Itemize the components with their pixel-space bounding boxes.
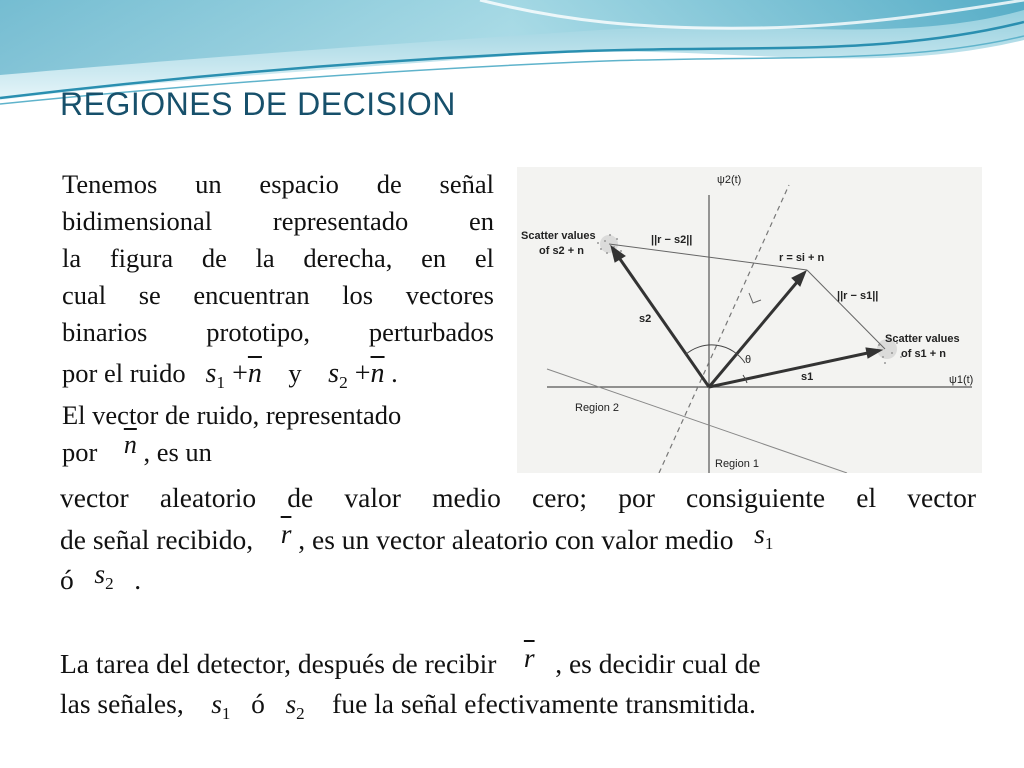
slide-title: REGIONES DE DECISION	[60, 86, 456, 122]
r-vector-label: r = si + n	[779, 252, 825, 264]
intro-line-6	[62, 358, 398, 393]
task-line-2-end: fue la señal efectivamente transmitida.	[332, 688, 756, 719]
intro-end-dot: .	[391, 358, 398, 388]
noise-line-1: El vector de ruido, representado	[62, 400, 402, 430]
y-connector: y	[288, 358, 302, 388]
scatter-s1-label-2: of s1 + n	[901, 348, 946, 360]
scatter-s2-label-2: of s2 + n	[539, 245, 584, 257]
intro-line-1: Tenemos un espacio de señal	[62, 169, 494, 199]
task-line-1-end: , es decidir cual de	[555, 648, 761, 679]
body-line-2-start: de señal recibido,	[60, 524, 254, 555]
region2-label: Region 2	[575, 402, 620, 414]
scatter-s2-label-1: Scatter values	[521, 230, 596, 242]
scatter-s1-label-1: Scatter values	[885, 333, 960, 345]
figure-background	[517, 167, 982, 473]
s1-plus-n-expression: $s_1 +\overline{n}$	[205, 358, 262, 393]
noise-vector-symbol: $\overline{n}$	[123, 430, 137, 459]
psi2-axis-label: ψ2(t)	[717, 174, 742, 186]
noise-es-un: , es un	[143, 437, 212, 467]
psi1-axis-label: ψ1(t)	[949, 374, 974, 386]
task-received-vector-r: $\overline{r}$	[523, 642, 535, 673]
body-line-3-dot: .	[134, 564, 142, 595]
task-s1-symbol: $s_1$	[211, 688, 231, 723]
distance-r-s1-label: ||r − s1||	[837, 290, 879, 302]
body-line-3-o: ó	[60, 564, 74, 595]
intro-line-6-text: por el ruido	[62, 358, 186, 388]
task-s2-symbol: $s_2$	[285, 688, 305, 723]
region1-label: Region 1	[715, 458, 760, 470]
task-line-1-start: La tarea del detector, después de recibir	[60, 648, 497, 679]
mean-s2-symbol: $s_2$	[94, 558, 114, 593]
body-line-2-end: , es un vector aleatorio con valor medio	[298, 524, 734, 555]
body-line-1: vector aleatorio de valor medio cero; por consiguiente el vector	[60, 482, 976, 513]
s2-vector-label: s2	[639, 313, 652, 325]
noise-por: por	[62, 437, 98, 467]
intro-line-5: binarios prototipo, perturbados	[62, 317, 494, 347]
task-line-2-start: las señales,	[60, 688, 184, 719]
signal-space-figure	[517, 167, 982, 473]
intro-line-2: bidimensional representado en	[62, 206, 494, 236]
task-line-2	[60, 684, 976, 734]
distance-r-s2-label: ||r − s2||	[651, 234, 693, 246]
task-line-2-o: ó	[251, 688, 265, 719]
intro-line-4: cual se encuentran los vectores	[62, 280, 494, 310]
theta-label: θ	[745, 354, 752, 366]
mean-s1-symbol: $s_1$	[754, 518, 774, 553]
intro-paragraph	[62, 166, 494, 351]
noise-line-2	[62, 430, 212, 468]
s1-vector-label: s1	[801, 371, 814, 383]
body-line-3	[60, 560, 976, 610]
intro-line-3: la figura de la derecha, en el	[62, 243, 494, 273]
received-vector-r: $\overline{r}$	[280, 518, 292, 549]
s2-plus-n-expression: $s_2 +\overline{n}$	[328, 358, 385, 393]
task-line-1	[60, 644, 976, 684]
